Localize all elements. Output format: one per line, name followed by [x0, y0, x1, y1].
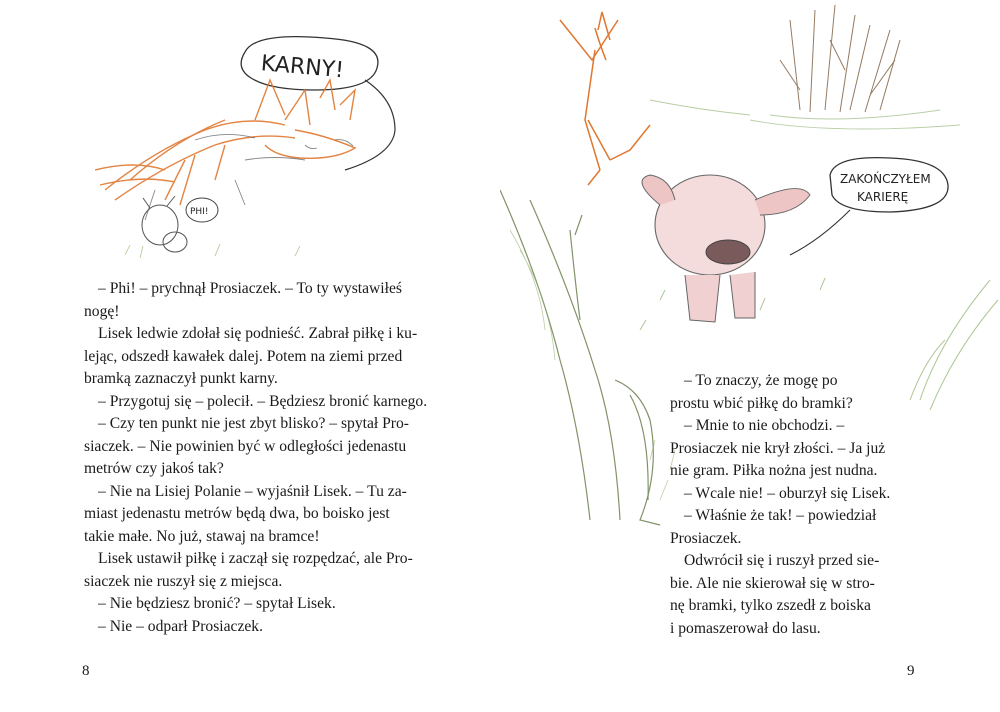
right-page-text	[670, 370, 890, 640]
paragraph-line: prostu wbić piłkę do bramki?	[670, 394, 853, 412]
left-page-text	[84, 278, 427, 638]
paragraph-line: i pomaszerował do lasu.	[670, 619, 821, 637]
paragraph-line: Odwrócił się i ruszył przed sie-	[684, 552, 880, 569]
paragraph-line: siaczek nie ruszył się z miejsca.	[84, 572, 283, 590]
paragraph-line: – Phi! – prychnął Prosiaczek. – To ty wystawiłeś	[98, 280, 402, 297]
paragraph-line: – Nie – odparł Prosiaczek.	[98, 617, 263, 635]
paragraph-line: – Wcale nie! – oburzył się Lisek.	[684, 484, 891, 502]
paragraph-line: – To znaczy, że mogę po	[684, 372, 838, 389]
paragraph-line: nogę!	[84, 302, 120, 320]
paragraph-line: Prosiaczek.	[670, 529, 742, 547]
paragraph-line: nie gram. Piłka nożna jest nudna.	[670, 462, 878, 479]
paragraph-line: Lisek ustawił piłkę i zaczął się rozpędzać, ale Pro-	[98, 550, 413, 567]
fox-falling-illustration	[95, 20, 415, 260]
paragraph-line: Prosiaczek nie krył złości. – Ja już	[670, 439, 886, 457]
shout-bubble-text: KARNY!	[259, 51, 345, 84]
paragraph-line: nę bramki, tylko zszedł z boiska	[670, 597, 871, 614]
paragraph-line: – Nie będziesz bronić? – spytał Lisek.	[98, 595, 336, 612]
paragraph-line: takie małe. No już, stawaj na bramce!	[84, 527, 320, 545]
speech-bubble-line2: KARIERĘ	[857, 190, 909, 204]
speech-bubble-line1: ZAKOŃCZYŁEM	[840, 172, 931, 186]
page-number: 9	[907, 663, 915, 679]
paragraph-line: – Nie na Lisiej Polanie – wyjaśnił Lisek. – Tu za-	[98, 482, 407, 500]
paragraph-line: metrów czy jakoś tak?	[84, 460, 224, 477]
paragraph-line: miast jedenastu metrów będą dwa, bo boisko jest	[84, 505, 390, 522]
paragraph-line: bie. Ale nie skierował się w stro-	[670, 574, 875, 592]
paragraph-line: Lisek ledwie zdołał się podnieść. Zabrał piłkę i ku-	[98, 325, 418, 342]
page-number: 8	[82, 663, 90, 679]
paragraph-line: bramką zaznaczył punkt karny.	[84, 370, 278, 387]
paragraph-line: – Właśnie że tak! – powiedział	[684, 507, 877, 524]
paragraph-line: siaczek. – Nie powinien być w odległości jedenastu	[84, 437, 407, 455]
paragraph-line: – Czy ten punkt nie jest zbyt blisko? – spytał Pro-	[98, 415, 409, 432]
paragraph-line: – Przygotuj się – polecił. – Będziesz bronić karnego.	[98, 392, 428, 410]
paragraph-line: lejąc, odszedł kawałek dalej. Potem na ziemi przed	[84, 347, 403, 365]
small-bubble-text: PHI!	[190, 207, 209, 217]
paragraph-line: – Mnie to nie obchodzi. –	[684, 417, 845, 434]
